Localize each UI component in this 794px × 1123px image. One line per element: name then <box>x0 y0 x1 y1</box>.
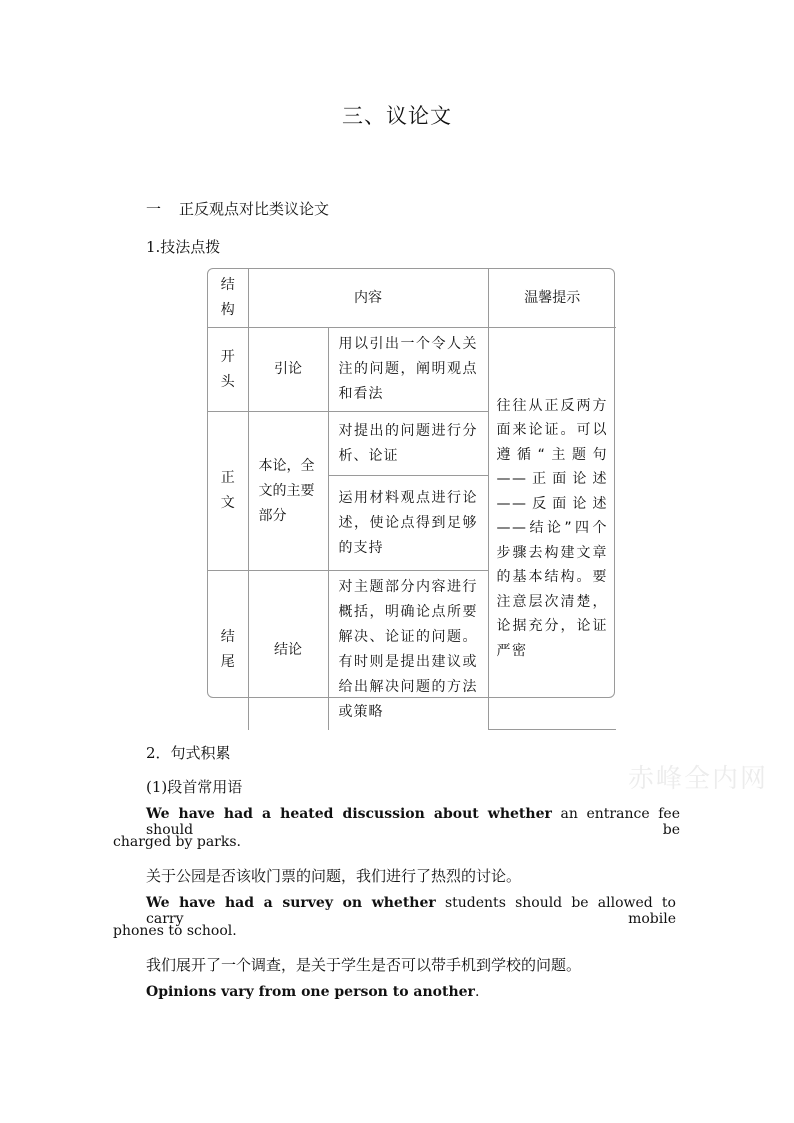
section2-title: 2．句式积累 <box>146 744 231 762</box>
row-desc-ending: 对主题部分内容进行概括，明确论点所要解决、论证的问题。有时则是提出建议或给出解决问题的方法或策略 <box>328 571 488 730</box>
sentence-3-key-phrase: Opinions vary from one person to another <box>146 984 475 1000</box>
header-structure: 结构 <box>208 269 248 328</box>
technique-table <box>207 268 615 721</box>
section-heading <box>146 198 329 219</box>
sentence-2-rest: students should be allowed to carry mobile <box>146 895 676 927</box>
header-content: 内容 <box>248 269 488 328</box>
row-name-opening: 开头 <box>208 328 248 412</box>
sentence-3-rest: . <box>474 984 480 1000</box>
row-part-opening: 引论 <box>248 328 328 412</box>
table-header-row <box>208 269 616 328</box>
row-desc-opening: 用以引出一个令人关注的问题，阐明观点和看法 <box>328 328 488 412</box>
row-name-body: 正文 <box>208 412 248 571</box>
section-number: 一 <box>146 200 162 218</box>
sentence-1-key-phrase: We have had a heated discussion about whether <box>146 806 552 822</box>
row-desc-body-2: 运用材料观点进行论述，使论点得到足够的支持 <box>328 476 488 571</box>
tips-cell: 往往从正反两方面来论证。可以遵循“主题句——正面论述——反面论述——结论”四个步骤去构建文章的基本结构。要注意层次清楚，论据充分，论证严密 <box>488 328 616 730</box>
row-desc-body-1: 对提出的问题进行分析、论证 <box>328 412 488 476</box>
watermark: 赤峰全内网 <box>628 764 769 794</box>
row-name-ending: 结尾 <box>208 571 248 730</box>
sentence-2-translation: 我们展开了一个调查，是关于学生是否可以带手机到学校的问题。 <box>146 956 582 974</box>
table-row <box>208 328 616 412</box>
sentence-1-translation: 关于公园是否该收门票的问题，我们进行了热烈的讨论。 <box>146 867 522 885</box>
section2-subtitle: (1)段首常用语 <box>146 778 243 796</box>
section-title: 正反观点对比类议论文 <box>179 200 330 218</box>
header-tips: 温馨提示 <box>488 269 616 328</box>
row-part-body: 本论，全文的主要部分 <box>248 412 328 571</box>
subsection-title: 1.技法点拨 <box>146 238 221 256</box>
page-title: 三、议论文 <box>342 104 452 128</box>
sentence-2-key-phrase: We have had a survey on whether <box>146 895 436 911</box>
row-part-ending: 结论 <box>248 571 328 730</box>
sentence-1-line-2: charged by parks. <box>113 834 241 850</box>
sentence-3 <box>146 984 479 1000</box>
sentence-1-rest: an entrance fee should be <box>146 806 681 838</box>
sentence-2-line-2: phones to school. <box>113 923 237 939</box>
